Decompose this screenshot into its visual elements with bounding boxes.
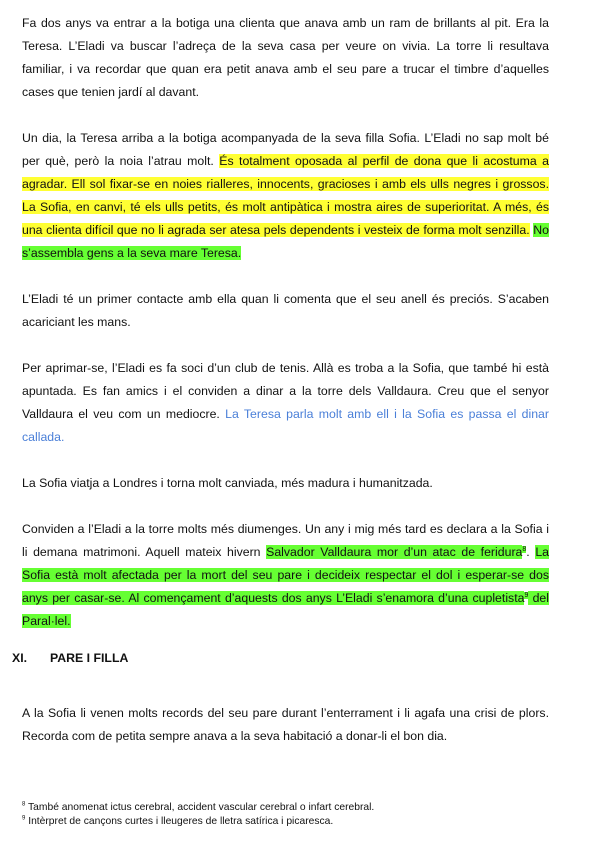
footnote-reference: 8 xyxy=(522,545,527,553)
footnote-text: Intèrpret de cançons curtes i lleugeres de lletra satírica i picaresca. xyxy=(25,816,334,827)
section-title: PARE I FILLA xyxy=(50,651,129,665)
text-run: A la Sofia li venen molts records del seu pare durant l’enterrament i li agafa una crisi de plors. Recorda com de petita sempre anava a la seva habitació a donar-li el bon dia. xyxy=(22,706,549,743)
highlighted-text-run: La Sofia està molt afectada per la mort del seu pare i decideix respectar el dol i esperar-se dos anys per casar-se. Al començament d’aquests dos anys L’Eladi s’enamora d’una cupletista xyxy=(22,545,549,605)
paragraph-6 xyxy=(22,518,549,633)
footnote-mark: 9 xyxy=(22,815,26,822)
paragraph-2 xyxy=(22,127,549,265)
paragraph-3 xyxy=(22,288,549,334)
footnotes xyxy=(22,801,582,829)
paragraph-7 xyxy=(22,702,549,748)
footnote-text: També anomenat ictus cerebral, accident vascular cerebral o infart cerebral. xyxy=(25,802,375,813)
text-run: L’Eladi té un primer contacte amb ella quan li comenta que el seu anell és preciós. S’acaben acariciant les mans. xyxy=(22,292,549,329)
paragraph-1 xyxy=(22,12,549,104)
paragraph-5 xyxy=(22,472,549,495)
text-run: La Sofia viatja a Londres i torna molt canviada, més madura i humanitzada. xyxy=(22,476,433,490)
footnote-reference: 9 xyxy=(524,591,529,599)
footnote-8 xyxy=(22,801,582,815)
highlighted-text-run: És totalment oposada al perfil de dona que li acostuma a agradar. Ell sol fixar-se en noies rialleres, innocents, gracioses i amb els ulls negres i grossos. La Sofia, en canvi, té els ulls petits, és molt antipàtica i mostra aires de superioritat. A més, és una clienta difícil que no li agrada ser atesa pels dependents i vesteix de forma molt senzilla. xyxy=(22,154,549,237)
paragraph-4 xyxy=(22,357,549,449)
footnote-mark: 8 xyxy=(22,801,26,808)
highlighted-text-run: No s’assembla gens a la seva mare Teresa. xyxy=(22,223,549,260)
section-heading xyxy=(12,651,128,665)
text-run: Un dia, la Teresa arriba a la botiga acompanyada de la seva filla Sofia. L’Eladi no sap molt bé per què, però la noia l’atrau molt. xyxy=(22,131,549,168)
highlighted-text-run: Salvador Valldaura mor d’un atac de feridura xyxy=(266,545,523,559)
text-run: Fa dos anys va entrar a la botiga una clienta que anava amb un ram de brillants al pit. Era la Teresa. L’Eladi va buscar l’adreça de la seva casa per veure on vivia. La torre li resultava familiar, i va recordar que quan era petit anava amb el seu pare a trucar el timbre d’aquelles cases que tenien jardí al davant. xyxy=(22,16,549,99)
highlighted-text-run: La Teresa parla molt amb ell i la Sofia es passa el dinar callada. xyxy=(22,407,549,444)
highlighted-text-run: del Paral·lel. xyxy=(22,591,549,628)
text-run: . xyxy=(526,545,536,559)
text-run: Per aprimar-se, l’Eladi es fa soci d’un club de tenis. Allà es troba a la Sofia, que també hi està apuntada. Es fan amics i el conviden a dinar a la torre dels Valldaura. Creu que el senyor Valldaura el veu com un mediocre. xyxy=(22,361,549,421)
footnote-9 xyxy=(22,815,582,829)
text-run: Conviden a l’Eladi a la torre molts més diumenges. Un any i mig més tard es declara a la Sofia i li demana matrimoni. Aquell mateix hivern xyxy=(22,522,549,559)
section-number: XI. xyxy=(12,651,28,665)
